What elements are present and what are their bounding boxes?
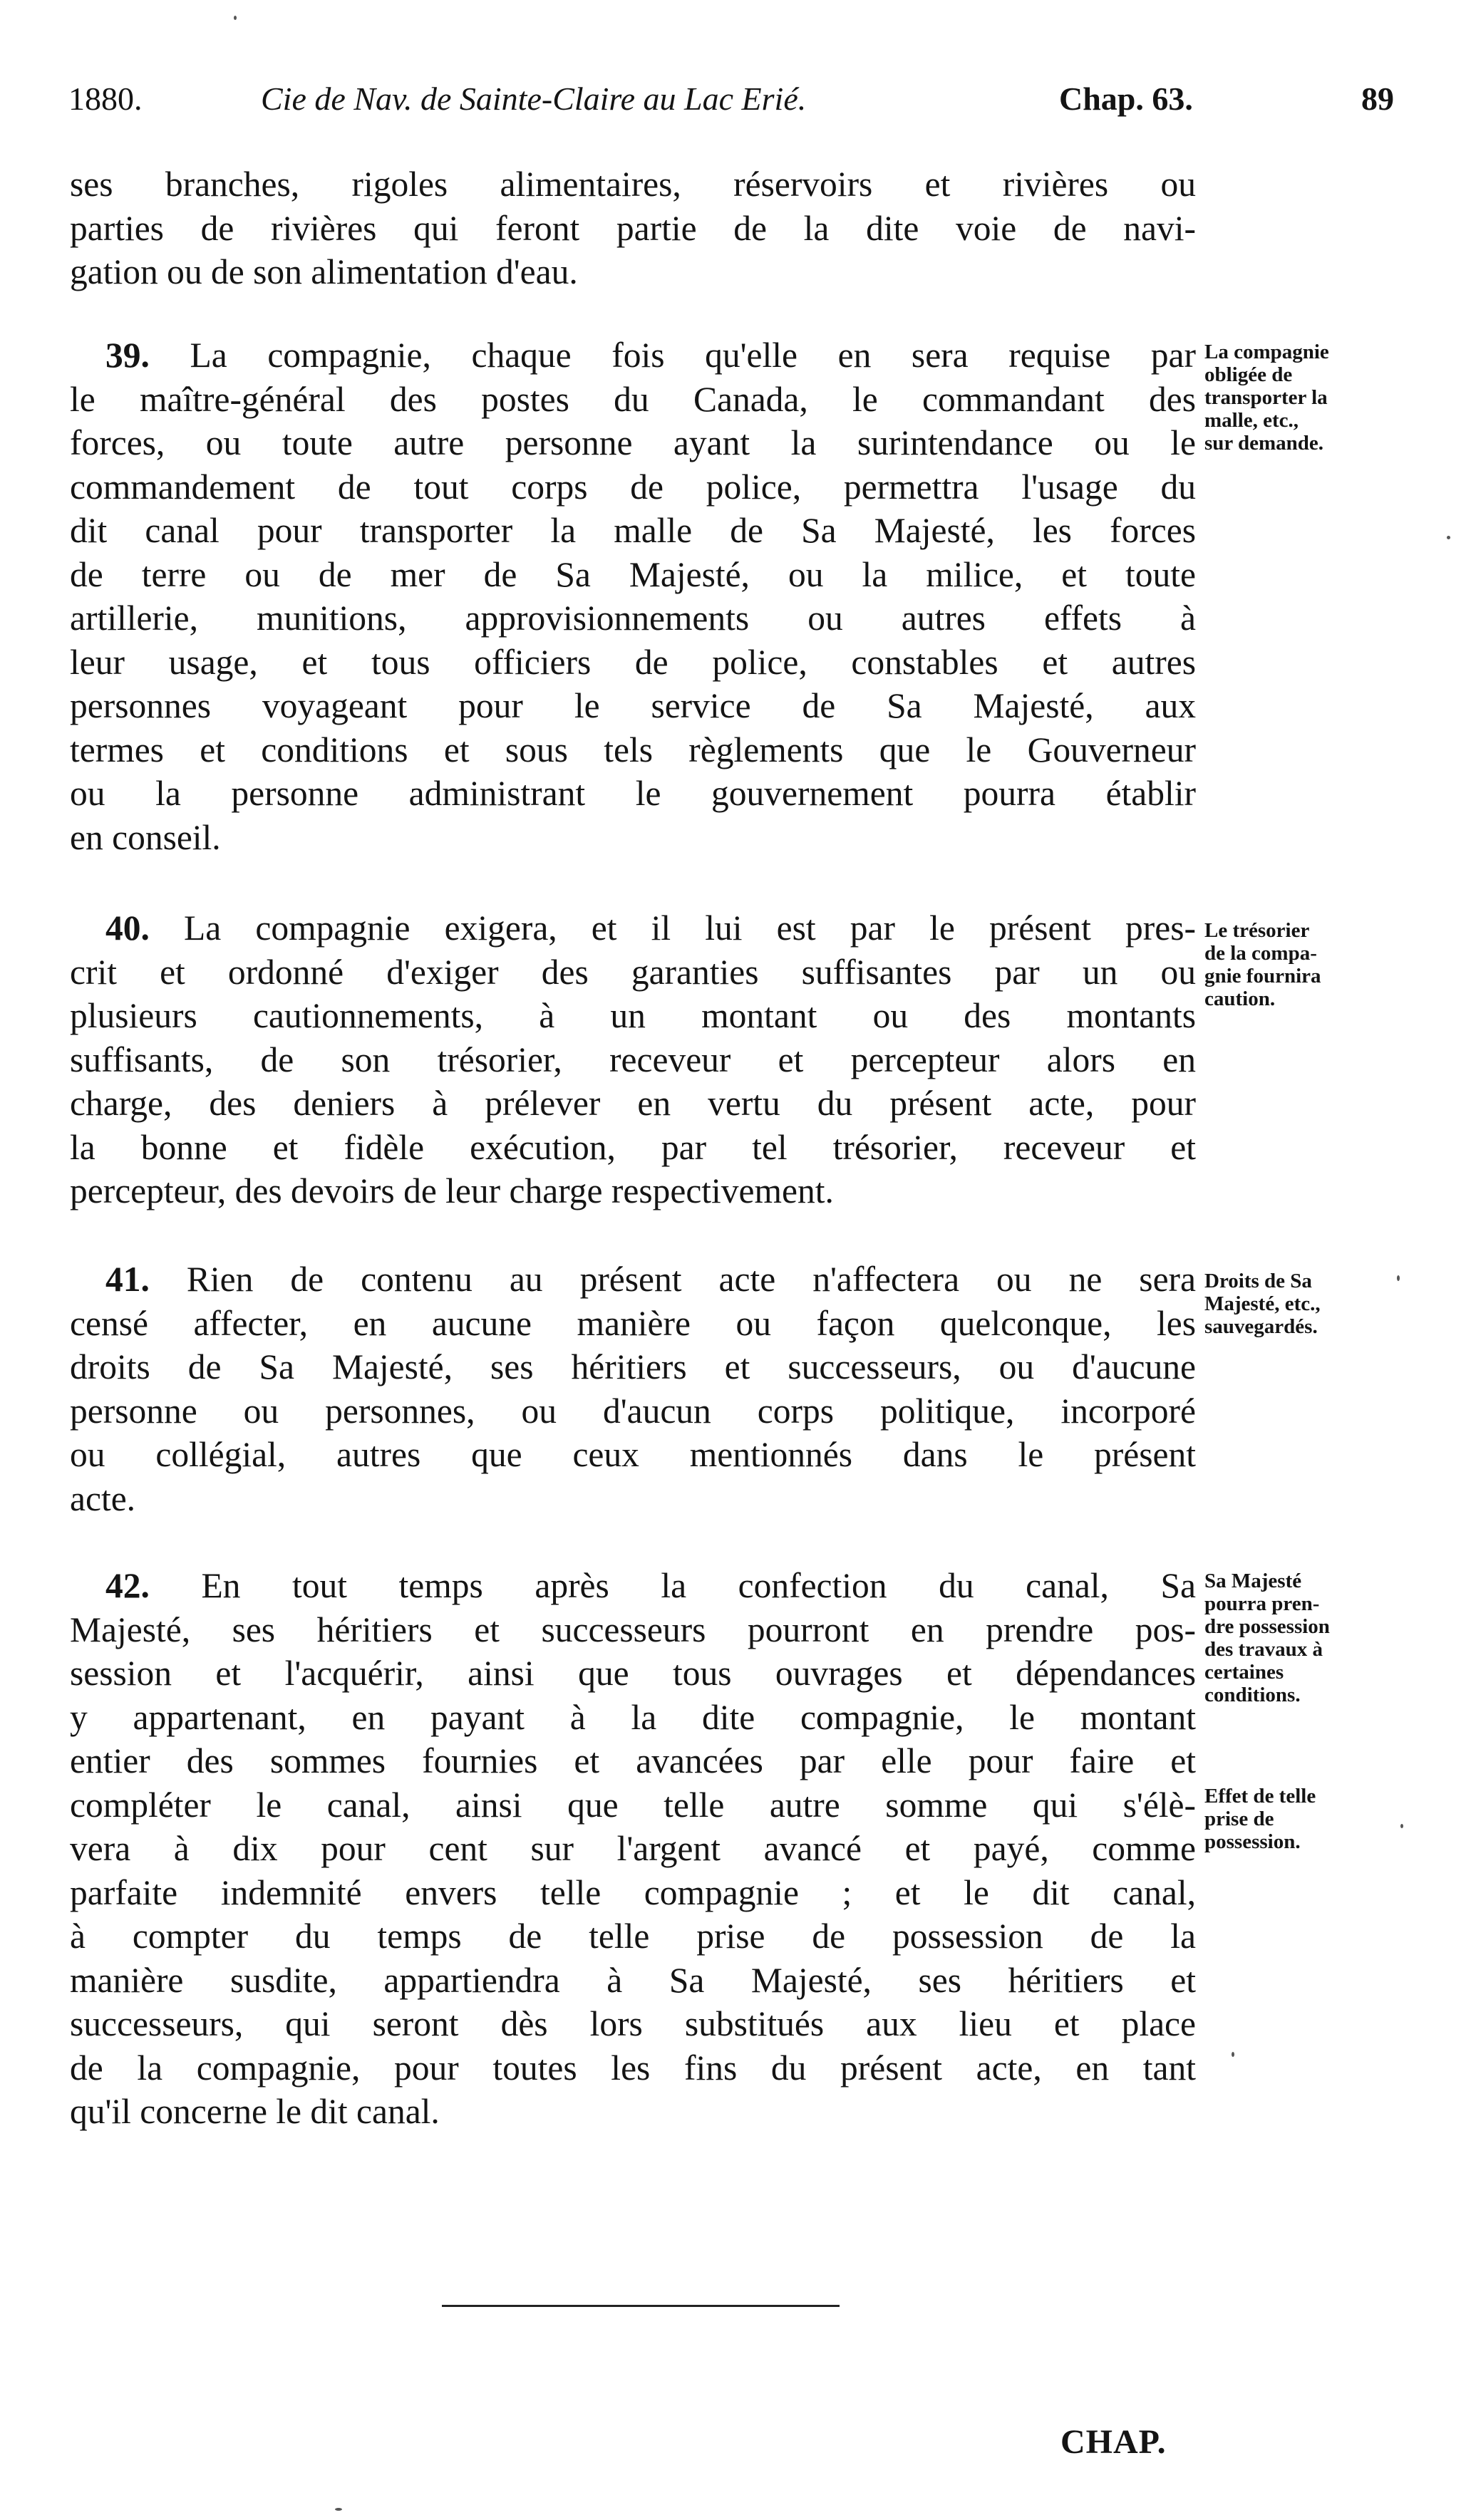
header-chapter: Chap. 63. <box>1059 81 1193 117</box>
text-line: commandement de tout corps de police, permettra l'usage du <box>70 467 1196 507</box>
margin-note-42: Sa Majesté pourra pren- dre possession des travaux à certaines conditions. <box>1204 1570 1330 1706</box>
text-line: gation ou de son alimentation d'eau. <box>70 252 578 291</box>
text-line: de la compagnie, pour toutes les fins du présent acte, en tant <box>70 2048 1196 2088</box>
text-line: artillerie, munitions, approvisionnements ou autres effets à <box>70 598 1196 638</box>
text-line: censé affecter, en aucune manière ou façon quelconque, les <box>70 1303 1196 1343</box>
scan-speck <box>1400 1824 1403 1828</box>
text-line: 39. La compagnie, chaque fois qu'elle en sera requise par <box>105 336 1196 375</box>
margin-note-42b: Effet de telle prise de possession. <box>1204 1785 1316 1853</box>
text-line: en conseil. <box>70 817 221 857</box>
text-line: droits de Sa Majesté, ses héritiers et successeurs, ou d'aucune <box>70 1347 1196 1386</box>
text-line: crit et ordonné d'exiger des garanties suffisantes par un ou <box>70 952 1196 992</box>
section-41 <box>70 1258 1196 1520</box>
page-number: 89 <box>1361 81 1394 117</box>
margin-note-41: Droits de Sa Majesté, etc., sauvegardés. <box>1204 1270 1321 1338</box>
text-line: à compter du temps de telle prise de possession de la <box>70 1917 1196 1956</box>
text-line: manière susdite, appartiendra à Sa Majesté, ses héritiers et <box>70 1960 1196 2000</box>
scan-speck <box>1397 1275 1400 1281</box>
scan-speck <box>1232 2052 1234 2057</box>
text-line: 40. La compagnie exigera, et il lui est par le présent pres- <box>105 908 1197 948</box>
text-line: plusieurs cautionnements, à un montant ou des montants <box>70 996 1196 1035</box>
section-number: 42. <box>105 1566 150 1605</box>
margin-note-40: Le trésorier de la compa- gnie fournira caution. <box>1204 919 1321 1010</box>
text-line: vera à dix pour cent sur l'argent avancé et payé, comme <box>70 1829 1196 1868</box>
text-line: de terre ou de mer de Sa Majesté, ou la milice, et toute <box>70 554 1196 594</box>
intro-paragraph <box>70 162 1196 294</box>
text-line: ou collégial, autres que ceux mentionnés dans le présent <box>70 1435 1196 1474</box>
header-year: 1880. <box>68 81 143 117</box>
text-line: qu'il concerne le dit canal. <box>70 2092 440 2131</box>
section-number: 39. <box>105 336 150 375</box>
text-line: 42. En tout temps après la confection du canal, Sa <box>105 1566 1196 1605</box>
text-line: Majesté, ses héritiers et successeurs pourront en prendre pos- <box>70 1609 1196 1649</box>
text-line: parties de rivières qui feront partie de la dite voie de navi- <box>70 208 1196 248</box>
text-line: entier des sommes fournies et avancées par elle pour faire et <box>70 1741 1196 1780</box>
text-line: 41. Rien de contenu au présent acte n'affectera ou ne sera <box>105 1260 1196 1299</box>
section-number: 40. <box>105 908 150 948</box>
running-header <box>68 80 1394 130</box>
text-line: charge, des deniers à prélever en vertu du présent acte, pour <box>70 1084 1196 1123</box>
text-line: y appartenant, en payant à la dite compagnie, le montant <box>70 1697 1196 1737</box>
text-line: suffisants, de son trésorier, receveur et percepteur alors en <box>70 1039 1196 1079</box>
text-line: personne ou personnes, ou d'aucun corps politique, incorporé <box>70 1391 1196 1431</box>
text-line: le maître-général des postes du Canada, le commandant des <box>70 379 1196 419</box>
text-line: session et l'acquérir, ainsi que tous ouvrages et dépendances <box>70 1654 1196 1693</box>
text-line: compléter le canal, ainsi que telle autre somme qui s'élè- <box>70 1785 1196 1825</box>
text-line: leur usage, et tous officiers de police, constables et autres <box>70 642 1196 682</box>
section-39 <box>70 333 1196 859</box>
text-line: parfaite indemnité envers telle compagnie ; et le dit canal, <box>70 1872 1196 1912</box>
text-line: ou la personne administrant le gouvernement pourra établir <box>70 774 1196 813</box>
text-line: la bonne et fidèle exécution, par tel trésorier, receveur et <box>70 1127 1196 1167</box>
scan-speck <box>1447 536 1450 539</box>
text-line: termes et conditions et sous tels règlements que le Gouverneur <box>70 730 1196 769</box>
section-42 <box>70 1564 1196 2134</box>
catchword: CHAP. <box>1060 2423 1167 2461</box>
text-line: successeurs, qui seront dès lors substitués aux lieu et place <box>70 2004 1196 2043</box>
text-line: ses branches, rigoles alimentaires, réservoirs et rivières ou <box>70 165 1196 204</box>
scan-speck <box>234 16 237 20</box>
header-title: Cie de Nav. de Sainte-Claire au Lac Erié. <box>261 81 807 117</box>
section-number: 41. <box>105 1260 150 1299</box>
text-line: acte. <box>70 1478 136 1518</box>
end-rule <box>442 2305 840 2307</box>
text-line: forces, ou toute autre personne ayant la surintendance ou le <box>70 423 1196 462</box>
text-line: dit canal pour transporter la malle de Sa Majesté, les forces <box>70 511 1196 550</box>
text-line: personnes voyageant pour le service de Sa Majesté, aux <box>70 686 1196 725</box>
margin-note-39: La compagnie obligée de transporter la malle, etc., sur demande. <box>1204 341 1329 455</box>
text-line: percepteur, des devoirs de leur charge respectivement. <box>70 1171 834 1210</box>
scan-speck <box>335 2508 342 2511</box>
section-40 <box>70 906 1196 1213</box>
